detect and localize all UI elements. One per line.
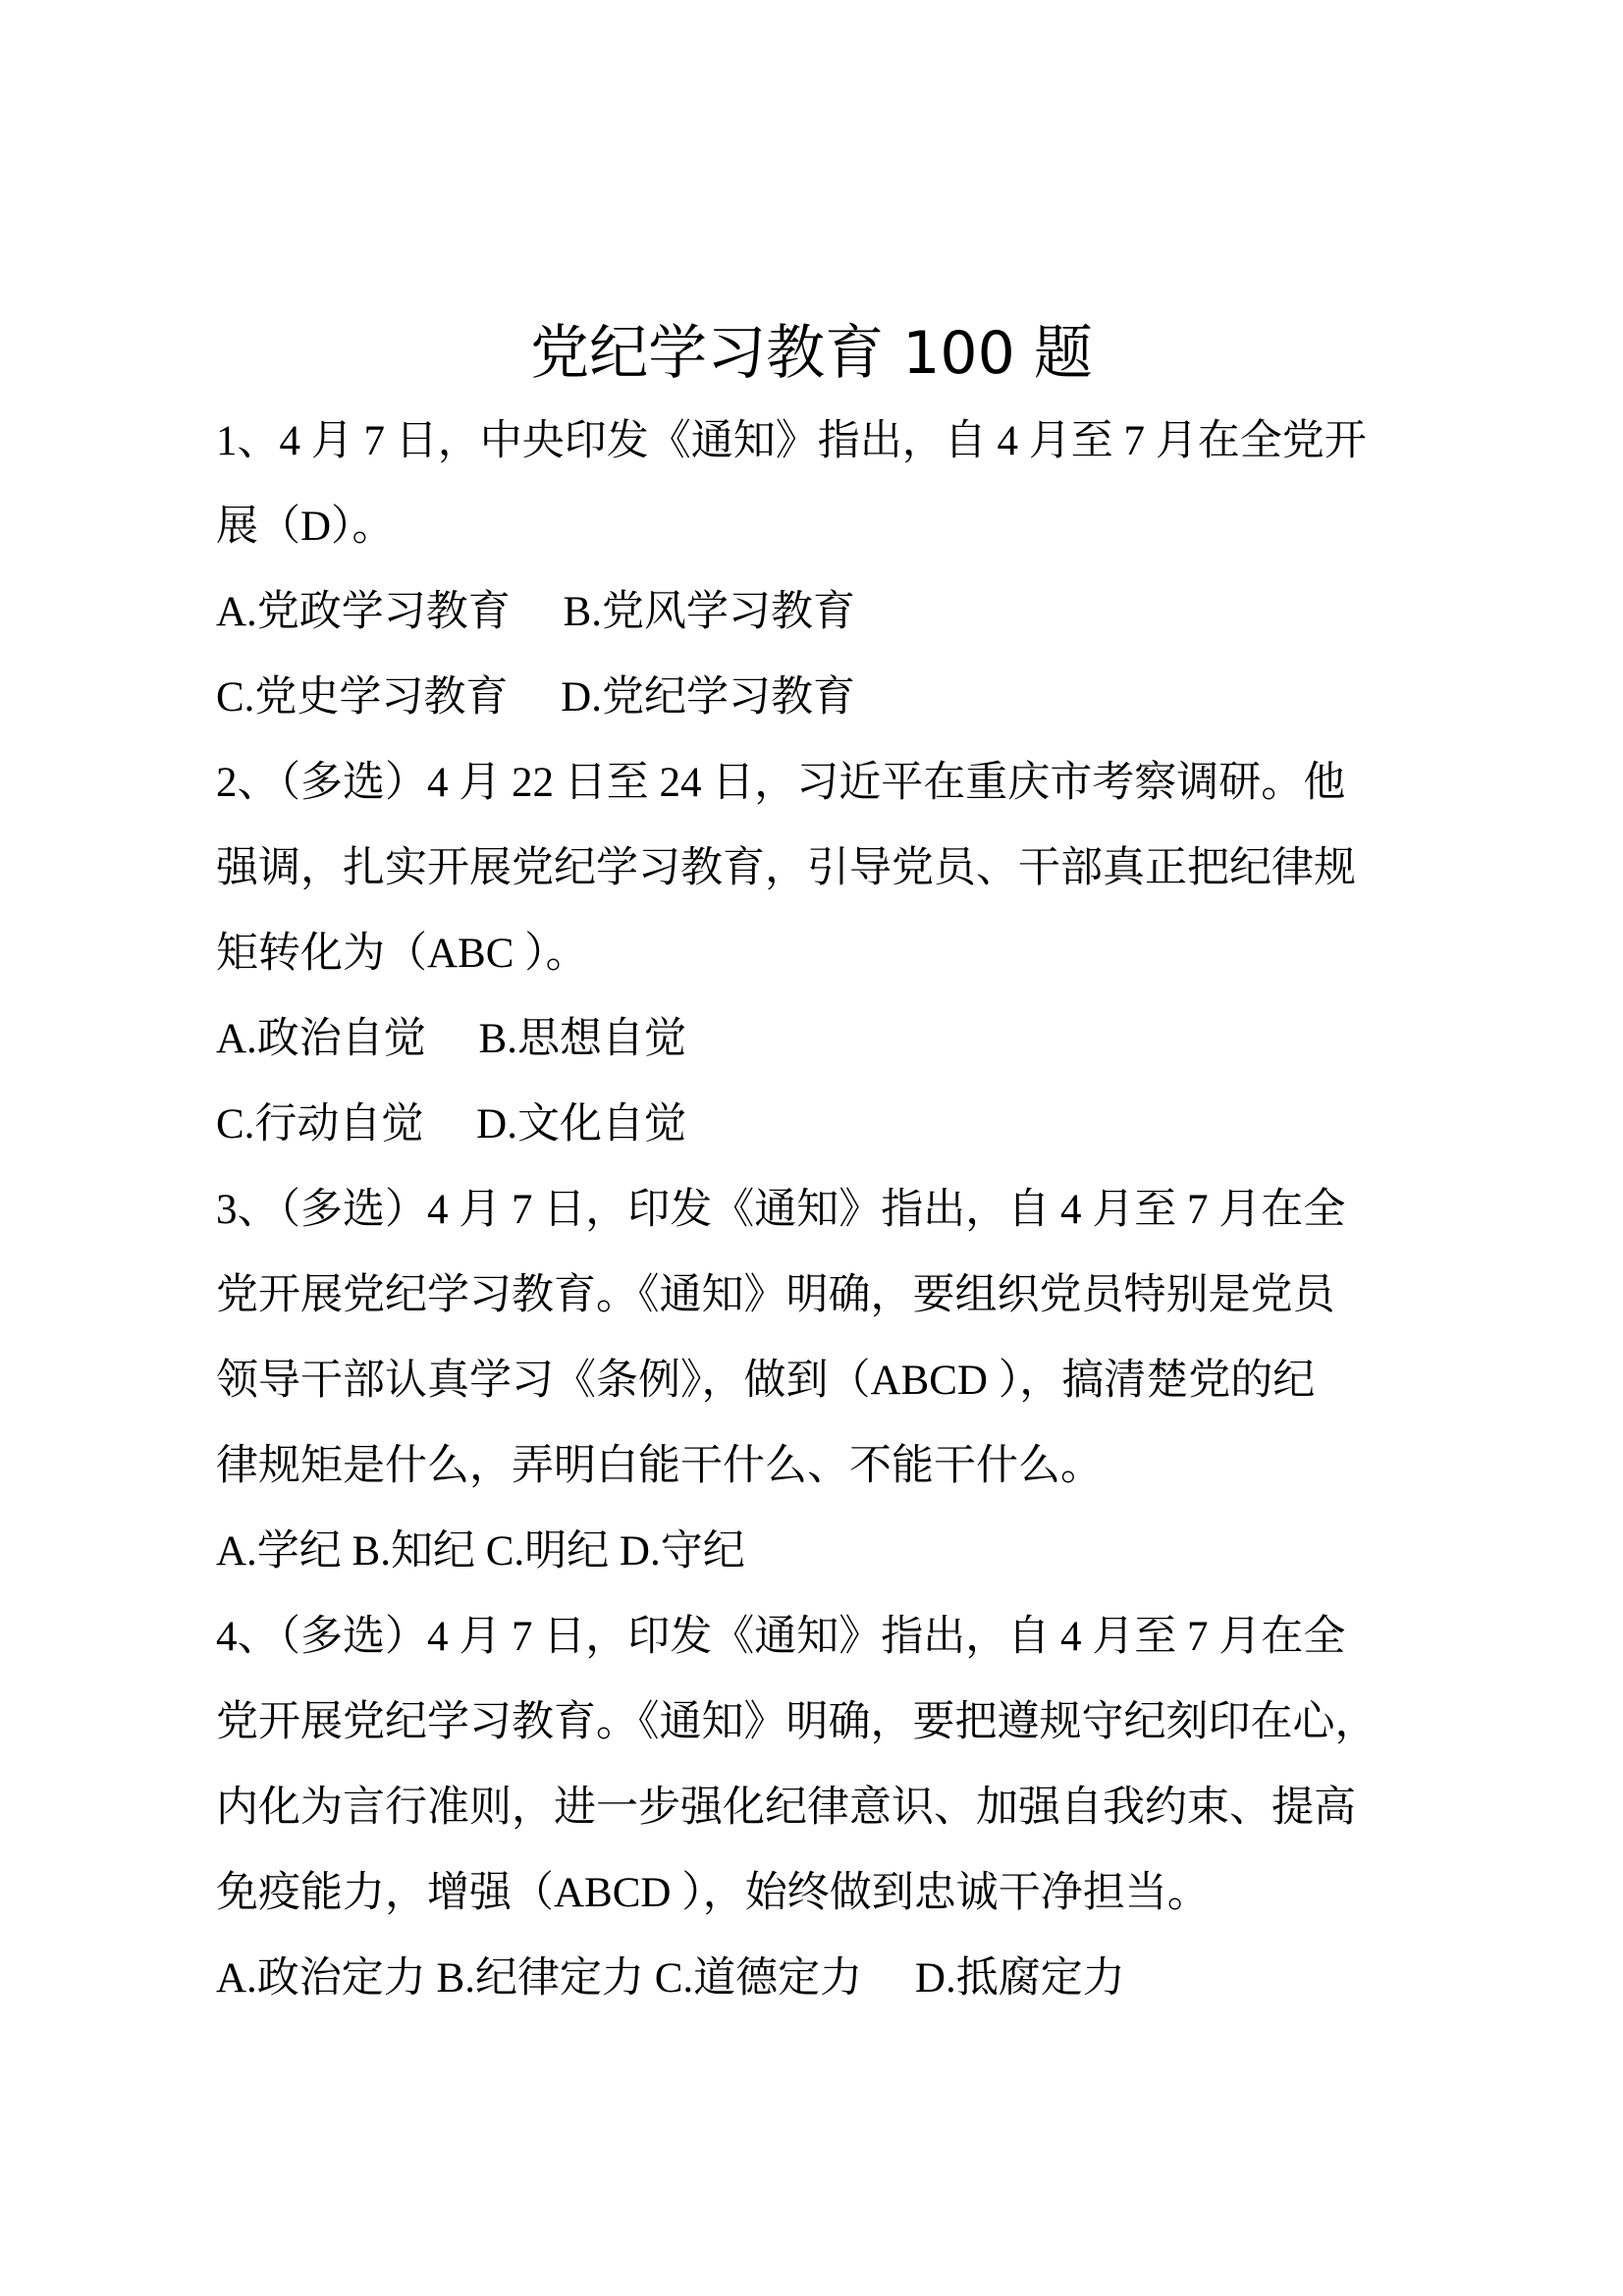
q3-stem-line-3: 领导干部认真学习《条例》，做到（ABCD ），搞清楚党的纪	[216, 1358, 1316, 1404]
q4-stem-line-3: 内化为言行准则，进一步强化纪律意识、加强自我约束、提高	[216, 1785, 1356, 1831]
q3-stem-line-2: 党开展党纪学习教育。《通知》明确，要组织党员特别是党员	[216, 1272, 1335, 1318]
q4-stem-line-4: 免疫能力，增强（ABCD ），始终做到忠诚干净担当。	[216, 1870, 1210, 1916]
q3-stem-line-1: 3、（多选）4 月 7 日，印发《通知》指出，自 4 月至 7 月在全	[216, 1187, 1346, 1233]
q1-stem-line-2: 展（D）。	[216, 504, 395, 550]
document-body	[216, 399, 1483, 2021]
q2-stem-line-1: 2、（多选）4 月 22 日至 24 日，习近平在重庆市考察调研。他	[216, 760, 1346, 806]
q2-options-ab: A.政治自觉 B.思想自觉	[216, 1016, 686, 1062]
q2-stem-line-3: 矩转化为（ABC ）。	[216, 931, 588, 977]
q3-stem-line-4: 律规矩是什么，弄明白能干什么、不能干什么。	[216, 1443, 1103, 1489]
q4-options: A.政治定力 B.纪律定力 C.道德定力 D.抵腐定力	[216, 1955, 1125, 2002]
q2-options-cd: C.行动自觉 D.文化自觉	[216, 1101, 686, 1148]
q2-stem-line-2: 强调，扎实开展党纪学习教育，引导党员、干部真正把纪律规	[216, 845, 1356, 891]
document-title: 党纪学习教育 100 题	[530, 319, 1093, 388]
q4-stem-line-2: 党开展党纪学习教育。《通知》明确，要把遵规守纪刻印在心，	[216, 1699, 1378, 1745]
q3-options: A.学纪 B.知纪 C.明纪 D.守纪	[216, 1528, 745, 1575]
q1-stem-line-1: 1、4 月 7 日，中央印发《通知》指出，自 4 月至 7 月在全党开	[216, 418, 1367, 464]
q4-stem-line-1: 4、（多选）4 月 7 日，印发《通知》指出，自 4 月至 7 月在全	[216, 1614, 1346, 1660]
q1-options-cd: C.党史学习教育 D.党纪学习教育	[216, 674, 855, 721]
q1-options-ab: A.党政学习教育 B.党风学习教育	[216, 589, 855, 635]
